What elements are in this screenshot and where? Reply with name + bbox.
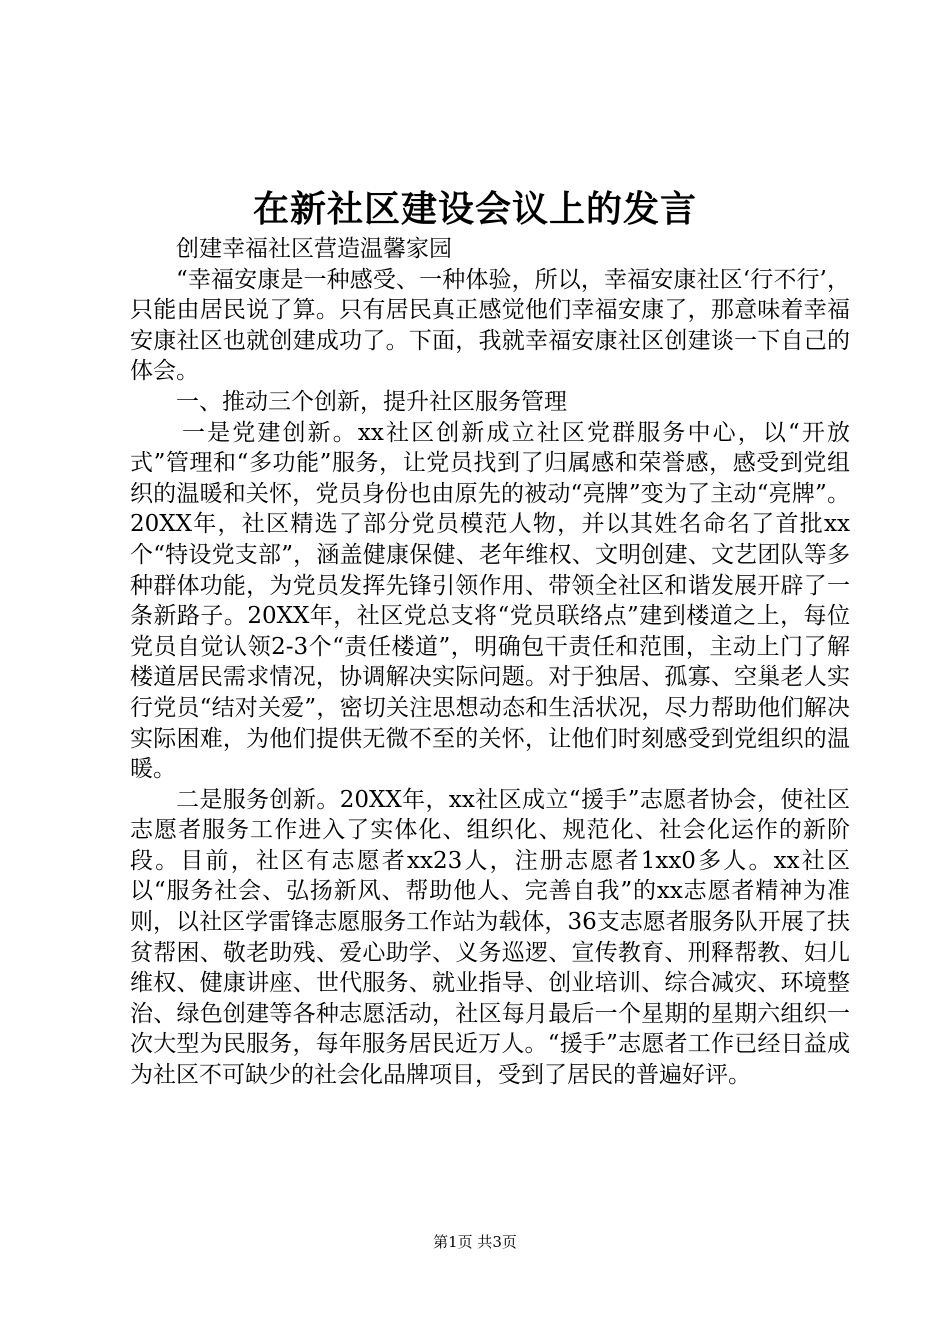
subtitle-paragraph: 创建幸福社区营造温馨家园	[176, 236, 452, 262]
document-body	[130, 234, 850, 1091]
service-innovation-paragraph: 二是服务创新。20XX年，xx社区成立“援手”志愿者协会，使社区志愿者服务工作进入了实体化、组织化、规范化、社会化运作的新阶段。目前，社区有志愿者xx23人，注册志愿者1xx0多人。xx社区以“服务社会、弘扬新风、帮助他人、完善自我”的xx志愿者精神为准则，以社区学雷锋志愿服务工作站为载体，36支志愿者服务队开展了扶贫帮困、敬老助残、爱心助学、义务巡逻、宣传教育、刑释帮教、妇儿维权、健康讲座、世代服务、就业指导、创业培训、综合减灾、环境整治、绿色创建等各种志愿活动，社区每月最后一个星期的星期六组织一次大型为民服务，每年服务居民近万人。“援手”志愿者工作已经日益成为社区不可缺少的社会化品牌项目，受到了居民的普遍好评。	[130, 786, 850, 1089]
section-heading: 一、推动三个创新，提升社区服务管理	[176, 388, 567, 415]
party-building-paragraph: 一是党建创新。xx社区创新成立社区党群服务中心，以“开放式”管理和“多功能”服务，让党员找到了归属感和荣誉感，感受到党组织的温暖和关怀，党员身份也由原先的被动“亮牌”变为了主动“亮牌”。20XX年，社区精选了部分党员模范人物，并以其姓名命名了首批xx个“特设党支部”，涵盖健康保健、老年维权、文明创建、文艺团队等多种群体功能，为党员发挥先锋引领作用、带领全社区和谐发展开辟了一条新路子。20XX年，社区党总支将“党员联络点”建到楼道之上，每位党员自觉认领2-3个“责任楼道”，明确包干责任和范围，主动上门了解楼道居民需求情况，协调解决实际问题。对于独居、孤寡、空巢老人实行党员“结对关爱”，密切关注思想动态和生活状况，尽力帮助他们解决实际困难，为他们提供无微不至的关怀，让他们时刻感受到党组织的温暖。	[130, 419, 850, 783]
document-title: 在新社区建设会议上的发言	[252, 188, 697, 230]
page-footer: 第1页 共3页	[433, 1233, 517, 1251]
intro-paragraph: “幸福安康是一种感受、一种体验，所以，幸福安康社区‘行不行’，只能由居民说了算。只有居民真正感觉他们幸福安康了，那意味着幸福安康社区也就创建成功了。下面，我就幸福安康社区创建谈一下自己的体会。	[130, 266, 850, 385]
